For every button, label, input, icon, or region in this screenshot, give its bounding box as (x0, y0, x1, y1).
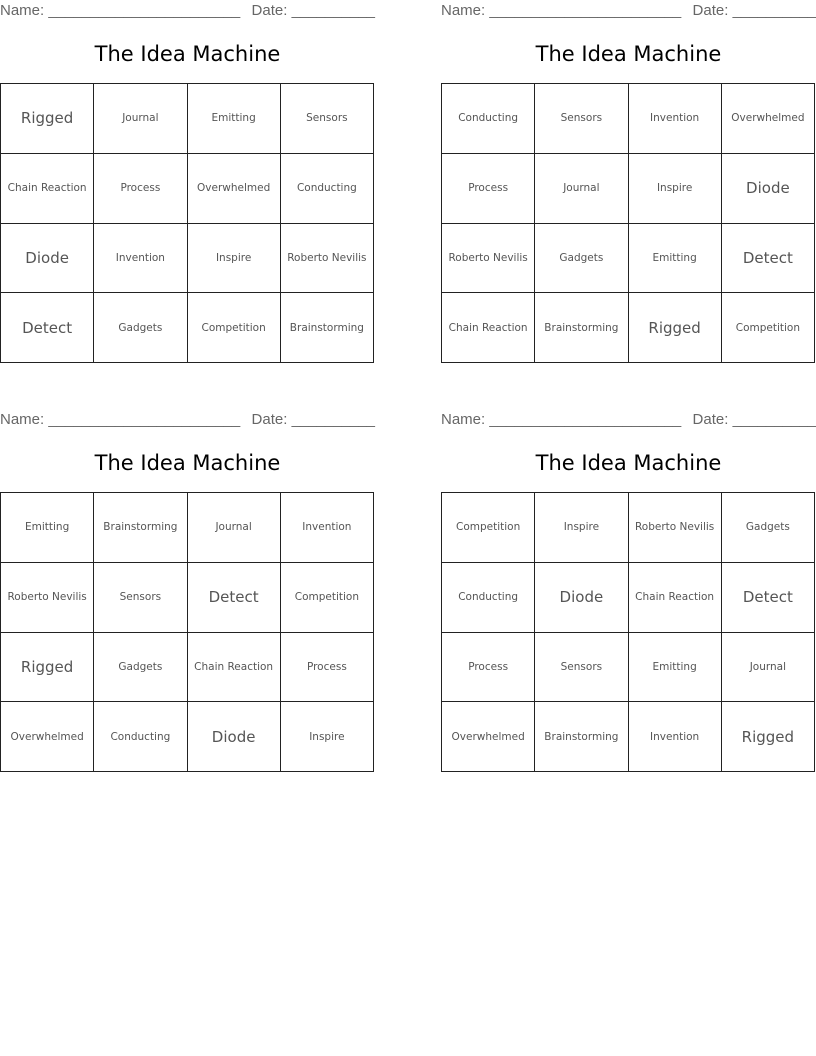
bingo-cell: Brainstorming (535, 293, 628, 363)
bingo-cell: Detect (722, 224, 815, 294)
bingo-cell: Detect (722, 563, 815, 633)
bingo-cell: Chain Reaction (442, 293, 535, 363)
bingo-cell: Emitting (629, 633, 722, 703)
bingo-cell: Conducting (94, 702, 187, 772)
bingo-cell: Emitting (629, 224, 722, 294)
bingo-cell: Conducting (442, 563, 535, 633)
bingo-cell: Brainstorming (94, 493, 187, 563)
bingo-card-3 (0, 409, 375, 773)
bingo-cell: Rigged (722, 702, 815, 772)
bingo-cell: Gadgets (94, 633, 187, 703)
bingo-cell: Process (442, 633, 535, 703)
bingo-cell: Invention (94, 224, 187, 294)
bingo-cell: Overwhelmed (442, 702, 535, 772)
name-field: Name: _______________________ (0, 2, 241, 19)
bingo-cell: Inspire (629, 154, 722, 224)
bingo-cell: Overwhelmed (722, 84, 815, 154)
bingo-cell: Roberto Nevilis (281, 224, 374, 294)
bingo-cell: Brainstorming (281, 293, 374, 363)
bingo-cell: Diode (722, 154, 815, 224)
bingo-cell: Invention (281, 493, 374, 563)
bingo-grid (0, 83, 374, 363)
bingo-cell: Inspire (535, 493, 628, 563)
bingo-cell: Overwhelmed (1, 702, 94, 772)
bingo-cell: Invention (629, 84, 722, 154)
bingo-cell: Journal (188, 493, 281, 563)
bingo-cell: Detect (1, 293, 94, 363)
bingo-cell: Process (281, 633, 374, 703)
bingo-cell: Journal (535, 154, 628, 224)
card-title: The Idea Machine (535, 451, 722, 475)
bingo-cell: Conducting (281, 154, 374, 224)
bingo-cell: Conducting (442, 84, 535, 154)
bingo-cell: Overwhelmed (188, 154, 281, 224)
date-field: Date: __________ (692, 2, 816, 19)
bingo-cell: Roberto Nevilis (1, 563, 94, 633)
bingo-cell: Chain Reaction (629, 563, 722, 633)
bingo-cell: Brainstorming (535, 702, 628, 772)
bingo-cell: Sensors (535, 633, 628, 703)
bingo-cell: Journal (94, 84, 187, 154)
bingo-cell: Inspire (188, 224, 281, 294)
date-field: Date: __________ (251, 411, 375, 428)
bingo-cell: Detect (188, 563, 281, 633)
bingo-cell: Roberto Nevilis (629, 493, 722, 563)
bingo-cell: Competition (442, 493, 535, 563)
bingo-cell: Diode (535, 563, 628, 633)
bingo-cell: Sensors (94, 563, 187, 633)
date-field: Date: __________ (692, 411, 816, 428)
bingo-cell: Gadgets (535, 224, 628, 294)
bingo-cell: Diode (188, 702, 281, 772)
date-field: Date: __________ (251, 2, 375, 19)
bingo-cell: Journal (722, 633, 815, 703)
card-title: The Idea Machine (94, 42, 281, 66)
bingo-cell: Chain Reaction (1, 154, 94, 224)
bingo-cell: Competition (722, 293, 815, 363)
bingo-cell: Chain Reaction (188, 633, 281, 703)
bingo-card-1 (0, 0, 375, 364)
bingo-cell: Inspire (281, 702, 374, 772)
bingo-cell: Competition (281, 563, 374, 633)
bingo-card-2 (441, 0, 816, 364)
bingo-cell: Rigged (1, 633, 94, 703)
bingo-cell: Roberto Nevilis (442, 224, 535, 294)
name-field: Name: _______________________ (0, 411, 241, 428)
bingo-card-4 (441, 409, 816, 773)
bingo-cell: Process (94, 154, 187, 224)
card-title: The Idea Machine (94, 451, 281, 475)
bingo-grid (441, 492, 815, 772)
bingo-cell: Sensors (281, 84, 374, 154)
bingo-grid (441, 83, 815, 363)
bingo-cell: Rigged (1, 84, 94, 154)
bingo-cell: Process (442, 154, 535, 224)
bingo-cell: Gadgets (94, 293, 187, 363)
bingo-cell: Emitting (1, 493, 94, 563)
bingo-grid (0, 492, 374, 772)
name-field: Name: _______________________ (441, 411, 682, 428)
bingo-cell: Competition (188, 293, 281, 363)
bingo-cell: Invention (629, 702, 722, 772)
bingo-cell: Rigged (629, 293, 722, 363)
bingo-cell: Sensors (535, 84, 628, 154)
card-title: The Idea Machine (535, 42, 722, 66)
bingo-cell: Gadgets (722, 493, 815, 563)
name-field: Name: _______________________ (441, 2, 682, 19)
bingo-cell: Diode (1, 224, 94, 294)
bingo-cell: Emitting (188, 84, 281, 154)
